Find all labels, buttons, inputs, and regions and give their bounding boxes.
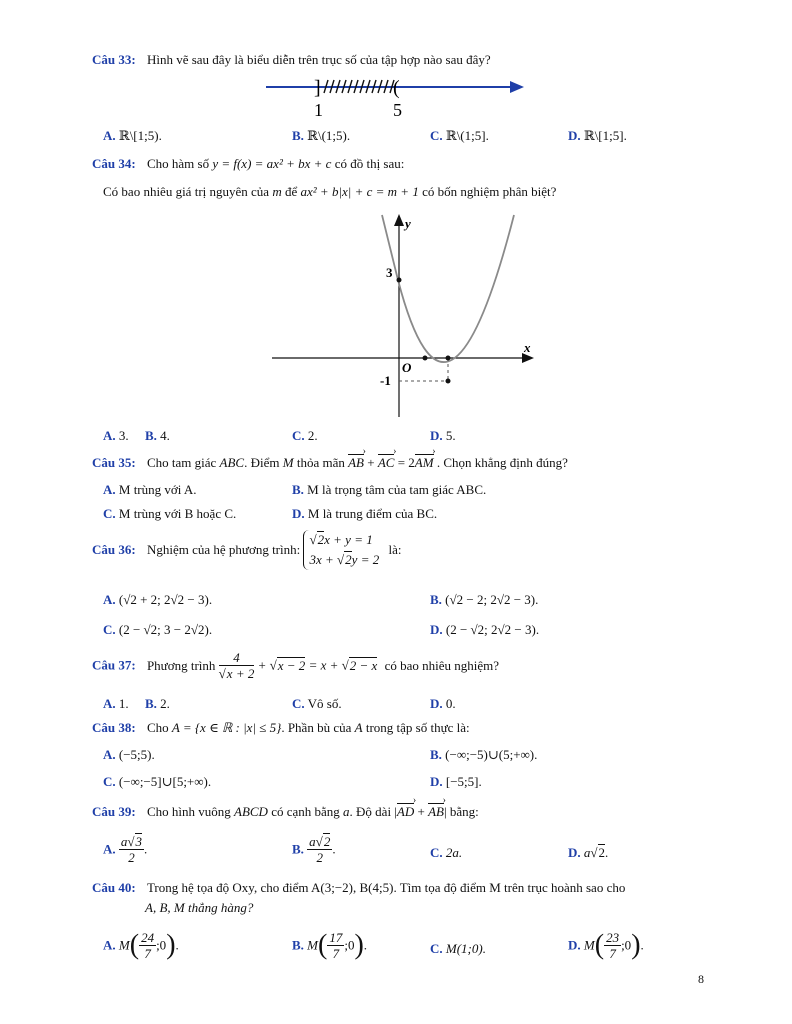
question-text: thỏa mãn: [296, 455, 345, 470]
option-text: 5.: [445, 428, 456, 443]
question-text: . Điểm: [244, 455, 280, 470]
question-text: Cho: [146, 720, 169, 735]
question-label: Câu 40:: [92, 880, 136, 895]
left-bracket: ]: [314, 77, 321, 99]
radicand: x + 2: [226, 666, 255, 681]
numerator: 4: [219, 650, 255, 666]
option-label: D.: [292, 506, 305, 521]
point-y-intercept: [397, 278, 402, 283]
radicand: 2: [345, 552, 352, 567]
option-label: D.: [430, 428, 443, 443]
option-label: D.: [568, 937, 581, 953]
denominator: 2: [128, 850, 135, 865]
option-text: .: [605, 845, 609, 860]
set-definition: A = {x ∈ ℝ : |x| ≤ 5}: [171, 720, 282, 735]
option-text: 2.: [160, 696, 170, 711]
option-label: C.: [292, 428, 305, 443]
option-text: (√2 + 2; 2√2 − 3).: [118, 592, 213, 607]
option-text: ;0: [156, 937, 167, 953]
parabola-graph: [262, 212, 542, 422]
option-b[interactable]: [292, 128, 350, 144]
option-c[interactable]: [430, 128, 489, 144]
point-vertex: [446, 379, 451, 384]
option-text: (−5;5).: [118, 747, 155, 762]
y-axis-arrow: [394, 214, 404, 226]
option-text: 2.: [307, 428, 318, 443]
option-a[interactable]: A. $\frac{a√3}{2}$ .: [103, 834, 148, 865]
option-label: B.: [145, 696, 157, 711]
numerator: a√: [309, 834, 323, 849]
vector-ab: AB ›: [428, 804, 444, 820]
question-text: để: [284, 184, 298, 199]
question-label: Câu 38:: [92, 720, 136, 735]
option-b[interactable]: B. M( $\frac{17}{7}$ ;0).: [292, 929, 368, 961]
question-36: [92, 530, 401, 570]
right-bracket: (: [393, 77, 400, 99]
option-label: D.: [568, 128, 581, 143]
option-text: (−∞;−5]∪[5;+∞).: [118, 774, 212, 789]
option-b[interactable]: B. $\frac{a√2}{2}$ .: [292, 834, 336, 865]
option-label: A.: [103, 696, 116, 711]
option-c[interactable]: [430, 941, 486, 957]
option-text: (−∞;−5)∪(5;+∞).: [445, 747, 538, 762]
option-b[interactable]: [292, 482, 486, 498]
option-text: ℝ\[1;5].: [583, 128, 627, 143]
variable-m: m: [272, 184, 282, 199]
question-text: trong tập số thực là:: [365, 720, 470, 735]
radicand: 2: [323, 834, 331, 849]
equation-part: + √: [257, 657, 277, 673]
vector-ad: AD ›: [397, 804, 414, 820]
option-c[interactable]: [292, 696, 342, 712]
option-text: 3.: [118, 428, 129, 443]
option-label: B.: [292, 841, 304, 857]
fraction: [327, 930, 344, 961]
option-b[interactable]: [430, 747, 537, 763]
origin-label: O: [402, 360, 412, 375]
operator: +: [417, 804, 425, 819]
option-a[interactable]: [103, 592, 212, 608]
numerator: 24: [141, 930, 155, 945]
option-label: D.: [430, 696, 443, 711]
option-b[interactable]: [145, 696, 170, 712]
option-text: (√2 − 2; 2√2 − 3).: [445, 592, 539, 607]
math-a: A: [354, 720, 363, 735]
sqrt-sign: 3x + √: [309, 552, 345, 567]
equation-part: y = 2: [351, 552, 380, 567]
y-label-3: 3: [386, 265, 393, 280]
option-c[interactable]: [292, 428, 318, 444]
option-label: B.: [292, 937, 304, 953]
question-text: Nghiệm của hệ phương trình:: [146, 542, 301, 557]
math-abc: ABC: [219, 455, 245, 470]
question-40: [92, 880, 625, 896]
option-label: C.: [430, 941, 443, 956]
option-a[interactable]: [103, 747, 155, 763]
vector-ac: AC ›: [378, 455, 395, 471]
point-name: M: [583, 937, 595, 953]
option-label: A.: [103, 841, 116, 857]
option-label: D.: [430, 774, 443, 789]
operator: +: [367, 455, 375, 470]
page-number: 8: [698, 972, 704, 986]
question-40-line2: [145, 900, 253, 916]
equation-system: [303, 530, 379, 570]
option-text: ℝ\(1;5].: [445, 128, 489, 143]
fraction: [219, 650, 255, 681]
question-text: . Chọn khẳng định đúng?: [436, 455, 568, 470]
option-b[interactable]: [430, 592, 538, 608]
option-text: 2a.: [445, 845, 463, 860]
point-root-1: [423, 356, 428, 361]
point-name: M: [307, 937, 319, 953]
sqrt-sign: √: [218, 666, 226, 681]
option-text: M(1;0).: [445, 941, 486, 956]
fraction: [139, 930, 156, 961]
question-35: [92, 455, 568, 471]
question-text: Phương trình: [146, 657, 216, 673]
option-label: C.: [430, 845, 443, 860]
denominator: 7: [144, 946, 151, 961]
equation: ax² + b|x| + c = m + 1: [300, 184, 419, 199]
option-label: C.: [430, 128, 443, 143]
number-line-figure: [262, 72, 532, 122]
question-text: có cạnh bằng: [271, 804, 340, 819]
option-text: M trùng với B hoặc C.: [118, 506, 237, 521]
question-text: . Độ dài |: [349, 804, 397, 819]
operator: = 2: [397, 455, 415, 470]
option-text: M là trọng tâm của tam giác ABC.: [307, 482, 487, 497]
option-label: B.: [292, 482, 304, 497]
question-text: A, B, M thẳng hàng?: [145, 900, 254, 915]
option-text: 1.: [118, 696, 129, 711]
fraction: [307, 834, 332, 865]
question-text: . Phần bù của: [281, 720, 352, 735]
option-label: B.: [292, 128, 304, 143]
option-c[interactable]: [103, 774, 211, 790]
question-text: có bao nhiêu nghiệm?: [384, 657, 499, 673]
option-text: 4.: [160, 428, 170, 443]
option-label: C.: [103, 774, 116, 789]
question-33: [92, 52, 491, 68]
option-a[interactable]: [103, 428, 129, 444]
option-a[interactable]: [103, 482, 197, 498]
option-text: M trùng với A.: [118, 482, 197, 497]
y-axis-label: y: [405, 216, 411, 231]
option-label: D.: [430, 622, 443, 637]
option-c[interactable]: [430, 845, 462, 861]
option-a[interactable]: A. M( $\frac{24}{7}$ ;0).: [103, 929, 179, 961]
question-text: | bằng:: [444, 804, 479, 819]
question-34: [92, 156, 404, 172]
radicand: 2 − x: [349, 657, 378, 673]
option-d[interactable]: [430, 774, 482, 790]
fraction: [119, 834, 144, 865]
option-b[interactable]: [145, 428, 170, 444]
question-text: Cho hàm số: [146, 156, 210, 171]
question-text: Có bao nhiêu giá trị nguyên của: [103, 184, 270, 199]
sqrt-sign: √: [309, 532, 317, 547]
option-label: A.: [103, 482, 116, 497]
denominator: 7: [609, 946, 616, 961]
option-d[interactable]: [568, 845, 608, 861]
option-text: Vô số.: [307, 696, 342, 711]
question-label: Câu 35:: [92, 455, 136, 470]
option-text: ;0: [344, 937, 355, 953]
option-text: ℝ\(1;5).: [307, 128, 351, 143]
option-label: A.: [103, 428, 116, 443]
option-text: a√: [583, 845, 598, 860]
number-line-arrow: [510, 81, 524, 93]
math-m: M: [282, 455, 294, 470]
tick-label-5: 5: [393, 100, 402, 120]
radicand: x − 2: [277, 657, 306, 673]
question-38: [92, 720, 470, 736]
option-text: (2 − √2; 2√2 − 3).: [445, 622, 540, 637]
question-text: Hình vẽ sau đây là biểu diễn trên trục số của tập hợp nào sau đây?: [146, 52, 491, 67]
option-a[interactable]: [103, 128, 162, 144]
math-abcd: ABCD: [234, 804, 268, 819]
denominator: 2: [316, 850, 323, 865]
option-text: 0.: [445, 696, 456, 711]
equation-part: = x + √: [308, 657, 349, 673]
numerator: a√: [120, 834, 135, 849]
question-text: có bốn nghiệm phân biệt?: [422, 184, 557, 199]
option-label: D.: [568, 845, 581, 860]
option-label: C.: [292, 696, 305, 711]
question-label: Câu 34:: [92, 156, 136, 171]
vector-ab: AB ›: [348, 455, 364, 471]
option-label: A.: [103, 747, 116, 762]
question-label: Câu 39:: [92, 804, 136, 819]
option-d[interactable]: [430, 696, 456, 712]
option-label: B.: [145, 428, 157, 443]
vector-am: AM ›: [415, 455, 434, 471]
y-label-minus-1: -1: [380, 373, 391, 388]
option-text: ;0: [621, 937, 632, 953]
option-d[interactable]: [430, 428, 456, 444]
math-a: a: [343, 804, 350, 819]
option-d[interactable]: [430, 622, 539, 638]
numerator: 23: [606, 930, 620, 945]
question-text: có đồ thị sau:: [334, 156, 405, 171]
question-text: Cho tam giác: [146, 455, 217, 470]
radicand: 2: [317, 532, 325, 547]
option-text: [−5;5].: [445, 774, 482, 789]
option-c[interactable]: [103, 622, 212, 638]
option-label: C.: [103, 506, 116, 521]
fraction: [604, 930, 621, 961]
question-text: Cho hình vuông: [146, 804, 231, 819]
option-label: B.: [430, 592, 442, 607]
parabola-curve: [382, 215, 514, 362]
option-text: ℝ\[1;5).: [118, 128, 162, 143]
question-37: [92, 650, 499, 681]
option-a[interactable]: [103, 696, 129, 712]
option-label: A.: [103, 592, 116, 607]
function-expression: y = f(x) = ax² + bx + c: [212, 156, 332, 171]
point-name: M: [118, 937, 130, 953]
option-label: C.: [103, 622, 116, 637]
radicand: 2: [598, 845, 606, 860]
option-label: B.: [430, 747, 442, 762]
numerator: 17: [329, 930, 343, 945]
question-text: là:: [388, 542, 402, 557]
option-d[interactable]: D. M( $\frac{23}{7}$ ;0).: [568, 929, 644, 961]
question-label: Câu 36:: [92, 542, 136, 557]
option-label: A.: [103, 128, 116, 143]
option-label: A.: [103, 937, 116, 953]
option-d[interactable]: [292, 506, 437, 522]
question-text: Trong hệ tọa độ Oxy, cho điểm A(3;−2), B(4;5). Tìm tọa độ điểm M trên trục hoành sao cho: [146, 880, 626, 895]
point-root-2: [446, 356, 451, 361]
question-label: Câu 33:: [92, 52, 136, 67]
radicand: 3: [135, 834, 143, 849]
question-label: Câu 37:: [92, 657, 136, 673]
question-39: [92, 804, 479, 820]
option-text: M là trung điểm của BC.: [307, 506, 438, 521]
option-text: (2 − √2; 3 − 2√2).: [118, 622, 213, 637]
option-c[interactable]: [103, 506, 236, 522]
tick-label-1: 1: [314, 100, 323, 120]
option-d[interactable]: [568, 128, 627, 144]
x-axis-label: x: [524, 340, 531, 355]
question-34-line2: [103, 184, 556, 200]
equation-part: x + y = 1: [324, 532, 373, 547]
denominator: 7: [332, 946, 340, 961]
